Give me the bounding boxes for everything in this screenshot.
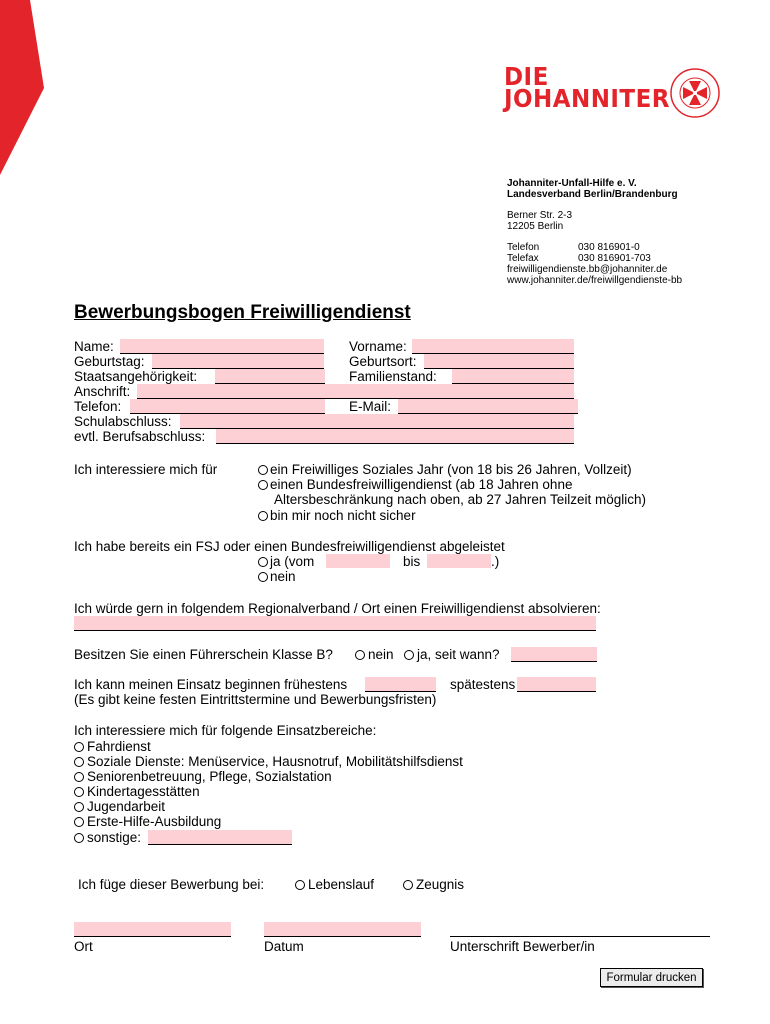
attach-cert-radio[interactable] — [403, 880, 413, 890]
bfd-option-label-cont: Altersbeschränkung nach oben, ab 27 Jahren Teilzeit möglich) — [274, 492, 646, 507]
license-question: Besitzen Sie einen Führerschein Klasse B? — [74, 647, 333, 662]
johanniter-seal-icon — [669, 67, 721, 119]
unsure-radio[interactable] — [258, 511, 268, 521]
email-label: E-Mail: — [349, 399, 392, 414]
berufsabschluss-label: evtl. Berufsabschluss: — [74, 429, 206, 444]
area-radio-jugendarbeit[interactable] — [74, 802, 84, 812]
bfd-radio[interactable] — [258, 480, 268, 490]
license-yes-label: ja, seit wann? — [417, 647, 500, 662]
prior-no-label: nein — [270, 569, 296, 584]
bfd-option-label: einen Bundesfreiwilligendienst (ab 18 Jahren ohne — [270, 477, 573, 492]
attach-label: Ich füge dieser Bewerbung bei: — [78, 877, 265, 892]
org-phone: 030 816901-0 — [578, 242, 640, 253]
anschrift-label: Anschrift: — [74, 384, 131, 399]
geburtsort-field[interactable] — [424, 354, 574, 369]
org-name: Johanniter-Unfall-Hilfe e. V. — [507, 178, 637, 189]
johanniter-logo: DIE JOHANNITER — [504, 62, 670, 113]
org-fax: 030 816901-703 — [578, 253, 651, 264]
area-label-senioren: Seniorenbetreuung, Pflege, Sozialstation — [87, 769, 332, 784]
signature-label: Unterschrift Bewerber/in — [450, 939, 595, 954]
org-division: Landesverband Berlin/Brandenburg — [507, 189, 678, 200]
org-phone-label: Telefon — [507, 242, 540, 253]
region-question: Ich würde gern in folgendem Regionalverband / Ort einen Freiwilligendienst absolvieren: — [74, 601, 601, 616]
area-radio-kita[interactable] — [74, 787, 84, 797]
brand-red-triangle — [0, 0, 44, 175]
email-field[interactable] — [398, 399, 578, 414]
geburtsort-label: Geburtsort: — [349, 354, 417, 369]
familienstand-label: Familienstand: — [349, 369, 437, 384]
area-sonstige-field[interactable] — [148, 830, 292, 845]
prior-from-field[interactable] — [326, 554, 390, 568]
license-no-radio[interactable] — [355, 650, 365, 660]
area-radio-fahrdienst[interactable] — [74, 742, 84, 752]
telefon-field[interactable] — [130, 399, 325, 414]
area-radio-erste-hilfe[interactable] — [74, 817, 84, 827]
area-radio-senioren[interactable] — [74, 772, 84, 782]
org-web: www.johanniter.de/freiwillgendienste-bb — [507, 275, 683, 286]
berufsabschluss-field[interactable] — [216, 429, 574, 444]
prior-close-paren: .) — [491, 554, 500, 569]
area-label-erste-hilfe: Erste-Hilfe-Ausbildung — [87, 814, 222, 829]
area-radio-soziale-dienste[interactable] — [74, 757, 84, 767]
datum-label: Datum — [264, 939, 304, 954]
prior-no-radio[interactable] — [258, 572, 268, 582]
signature-line — [450, 936, 710, 937]
vorname-field[interactable] — [412, 339, 574, 354]
geburtstag-field[interactable] — [152, 354, 324, 369]
license-yes-radio[interactable] — [404, 650, 414, 660]
start-earliest-field[interactable] — [365, 677, 436, 692]
unsure-option-label: bin mir noch nicht sicher — [270, 508, 416, 523]
staatsangehoerigkeit-field[interactable] — [215, 369, 325, 384]
geburtstag-label: Geburtstag: — [74, 354, 145, 369]
anschrift-field[interactable] — [137, 384, 574, 399]
staatsangehoerigkeit-label: Staatsangehörigkeit: — [74, 369, 198, 384]
prior-service-question: Ich habe bereits ein FSJ oder einen Bundesfreiwilligendienst abgeleistet — [74, 539, 505, 554]
vorname-label: Vorname: — [349, 339, 407, 354]
attach-cv-label: Lebenslauf — [308, 877, 375, 892]
license-since-field[interactable] — [511, 647, 597, 662]
familienstand-field[interactable] — [452, 369, 574, 384]
schulabschluss-field[interactable] — [180, 414, 574, 429]
schulabschluss-label: Schulabschluss: — [74, 414, 172, 429]
interest-label: Ich interessiere mich für — [74, 462, 218, 477]
area-label-fahrdienst: Fahrdienst — [87, 739, 151, 754]
start-latest-field[interactable] — [517, 677, 596, 692]
prior-bis-label: bis — [403, 554, 421, 569]
fsj-option-label: ein Freiwilliges Soziales Jahr (von 18 bis 26 Jahren, Vollzeit) — [270, 462, 632, 477]
license-no-label: nein — [368, 647, 394, 662]
org-street: Berner Str. 2-3 — [507, 210, 573, 221]
print-form-button[interactable]: Formular drucken — [600, 968, 703, 987]
start-note: (Es gibt keine festen Eintrittstermine und Bewerbungsfristen) — [74, 692, 437, 707]
prior-to-field[interactable] — [427, 554, 491, 568]
prior-yes-label: ja (vom — [270, 554, 315, 569]
ort-label: Ort — [74, 939, 93, 954]
start-latest-label: spätestens — [450, 677, 516, 692]
attach-cv-radio[interactable] — [295, 880, 305, 890]
name-field[interactable] — [120, 339, 324, 354]
org-email: freiwilligendienste.bb@johanniter.de — [507, 264, 668, 275]
region-field[interactable] — [74, 616, 596, 631]
telefon-label: Telefon: — [74, 399, 122, 414]
start-earliest-label: Ich kann meinen Einsatz beginnen frühestens — [74, 677, 348, 692]
org-city: 12205 Berlin — [507, 221, 564, 232]
ort-field[interactable] — [74, 922, 231, 937]
area-label-sonstige: sonstige: — [87, 830, 142, 845]
datum-field[interactable] — [264, 922, 421, 937]
areas-question: Ich interessiere mich für folgende Einsatzbereiche: — [74, 723, 377, 738]
area-label-kita: Kindertagesstätten — [87, 784, 200, 799]
fsj-radio[interactable] — [258, 465, 268, 475]
prior-yes-radio[interactable] — [258, 557, 268, 567]
org-fax-label: Telefax — [507, 253, 539, 264]
attach-cert-label: Zeugnis — [416, 877, 465, 892]
name-label: Name: — [74, 339, 114, 354]
area-radio-sonstige[interactable] — [74, 833, 84, 843]
area-label-jugendarbeit: Jugendarbeit — [87, 799, 166, 814]
form-title: Bewerbungsbogen Freiwilligendienst — [74, 302, 411, 323]
area-label-soziale-dienste: Soziale Dienste: Menüservice, Hausnotruf, Mobilitätshilfsdienst — [87, 754, 463, 769]
